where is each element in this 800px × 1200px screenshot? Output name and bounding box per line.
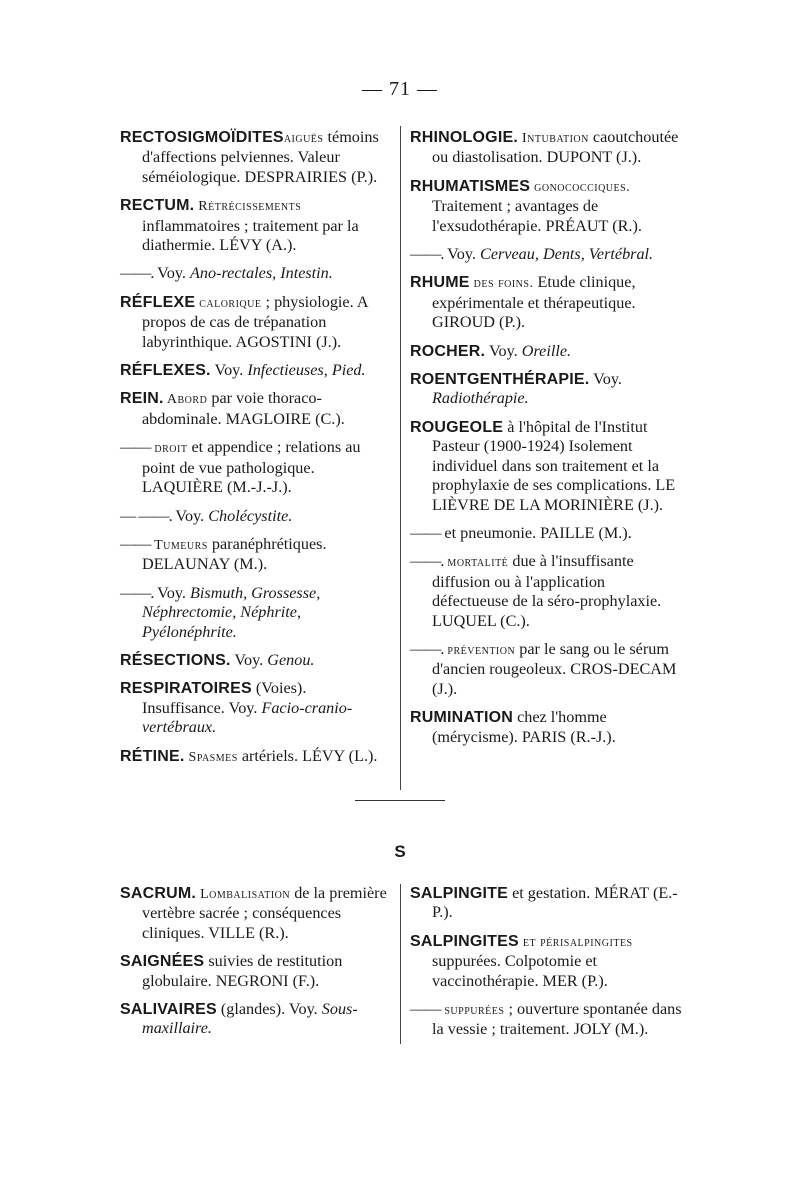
index-entry xyxy=(120,651,392,670)
entry-heading: ROUGEOLE xyxy=(410,418,504,436)
index-entry xyxy=(120,438,392,497)
entry-smallcaps: des foins. xyxy=(469,276,534,292)
index-entry xyxy=(120,361,392,380)
entry-text: Voy. xyxy=(589,370,622,389)
entry-text: témoins d'affections pelviennes. Valeur séméiologique. DESPRAIRIES (P.). xyxy=(142,128,379,186)
entry-text: inflammatoires ; traitement par la diathermie. LÉVY (A.). xyxy=(142,216,359,255)
entry-smallcaps: Abord xyxy=(163,392,208,408)
section-letter: S xyxy=(394,842,406,861)
entry-dash: ——. xyxy=(410,552,444,571)
index-entry xyxy=(120,584,392,642)
entry-heading: RECTOSIGMOÏDITES xyxy=(120,129,284,146)
entry-text: Voy. xyxy=(210,361,248,380)
entry-dash: ——. xyxy=(120,583,154,602)
section-rule xyxy=(355,800,445,801)
entry-dash: —— xyxy=(410,1000,441,1019)
index-entry xyxy=(410,245,682,264)
right-column-top xyxy=(410,128,682,756)
entry-text: Voy. xyxy=(171,506,209,525)
entry-heading: RHUME xyxy=(410,274,470,292)
index-entry xyxy=(410,128,682,168)
index-entry xyxy=(410,932,682,991)
entry-heading: RÉTINE. xyxy=(120,747,185,765)
index-entry xyxy=(410,552,682,631)
entry-reference: Genou. xyxy=(267,650,315,669)
entry-heading: RÉSECTIONS. xyxy=(120,651,231,669)
entry-dash: ——. xyxy=(410,639,444,658)
entry-text: à l'hôpital de l'Institut Pasteur (1900-1924) Isolement individuel dans son traitement et la prophylaxie de ses complications. LE LIÈVRE DE LA MORINIÈRE (J.). xyxy=(432,417,676,514)
entry-dash: ——. xyxy=(120,264,154,283)
index-entry xyxy=(410,1000,682,1040)
index-entry xyxy=(120,535,392,575)
entry-text: chez l'homme (mérycisme). PARIS (R.-J.). xyxy=(432,708,616,746)
entry-text: artériels. LÉVY (L.). xyxy=(237,746,378,765)
entry-dash: ——. xyxy=(410,245,444,264)
entry-smallcaps: aiguës xyxy=(283,131,324,146)
entry-text: paranéphrétiques. DELAUNAY (M.). xyxy=(142,534,327,574)
entry-smallcaps: Tumeurs xyxy=(150,537,208,553)
index-entry xyxy=(120,128,392,187)
entry-text: et appendice ; relations au point de vue pathologique. LAQUIÈRE (M.-J.-J.). xyxy=(142,438,361,497)
entry-text: de la première vertèbre sacrée ; conséquences cliniques. VILLE (R.). xyxy=(142,884,387,942)
index-entry xyxy=(410,177,682,236)
entry-text: due à l'insuffisante diffusion ou à l'application défectueuse de la séro-prophylaxie. LUQUEL (C.). xyxy=(432,552,662,630)
entry-heading: SALIVAIRES xyxy=(120,1001,217,1019)
entry-smallcaps: droit xyxy=(150,441,188,457)
entry-dash: — ——. xyxy=(120,506,172,525)
entry-text: Traitement ; avantages de l'exsudothérapie. PRÉAUT (R.). xyxy=(432,197,642,235)
left-column-top xyxy=(120,128,392,776)
index-entry xyxy=(120,196,392,255)
entry-heading: RECTUM. xyxy=(120,197,195,215)
entry-text: et pneumonie. PAILLE (M.). xyxy=(440,523,632,542)
entry-text: par le sang ou le sérum d'ancien rougeoleux. CROS-DECAM (J.). xyxy=(432,639,677,698)
index-entry xyxy=(120,884,392,943)
entry-dash: —— xyxy=(120,534,151,553)
entry-text: Etude clinique, expérimentale et thérapeutique. GIROUD (P.). xyxy=(432,273,636,332)
entry-smallcaps: Lombalisation xyxy=(196,887,291,902)
entry-heading: REIN. xyxy=(120,390,164,408)
page-number: — 71 — xyxy=(362,78,438,100)
entry-heading: RÉFLEXE xyxy=(120,293,196,311)
entry-heading: ROENTGENTHÉRAPIE. xyxy=(410,371,590,389)
index-entry xyxy=(410,370,682,409)
entry-smallcaps: Rétrécissements xyxy=(194,199,302,215)
entry-smallcaps: suppurées xyxy=(440,1003,505,1019)
entry-text: par voie thoraco-abdominale. MAGLOIRE (C.). xyxy=(142,389,345,428)
index-entry xyxy=(120,679,392,737)
entry-text: (glandes). Voy. xyxy=(216,1000,322,1019)
entry-smallcaps: calorique xyxy=(195,295,262,311)
entry-heading: SACRUM. xyxy=(120,885,197,902)
entry-smallcaps: mortalité xyxy=(443,555,509,571)
entry-dash: —— xyxy=(410,523,441,542)
entry-dash: —— xyxy=(120,438,151,457)
entry-heading: RHINOLOGIE. xyxy=(410,129,518,146)
index-entry xyxy=(120,952,392,991)
entry-text: ; physiologie. A propos de cas de trépanation labyrinthique. AGOSTINI (J.). xyxy=(142,292,368,351)
right-column-bottom xyxy=(410,884,682,1049)
column-divider-top xyxy=(400,126,401,790)
entry-text: Voy. xyxy=(230,650,268,669)
entry-text: caoutchoutée ou diastolisation. DUPONT (J.). xyxy=(432,128,679,167)
index-entry xyxy=(410,708,682,747)
entry-heading: SALPINGITE xyxy=(410,885,509,902)
entry-text: ; ouverture spontanée dans la vessie ; traitement. JOLY (M.). xyxy=(432,1000,682,1039)
entry-text: suivies de restitution globulaire. NEGRONI (F.). xyxy=(142,952,343,990)
entry-text: (Voies). Insuffisance. Voy. xyxy=(142,679,307,717)
entry-reference: Radiothérapie. xyxy=(432,389,529,408)
index-entry xyxy=(410,884,682,923)
entry-heading: RHUMATISMES xyxy=(410,177,531,195)
index-entry xyxy=(410,524,682,543)
index-entry xyxy=(410,273,682,332)
entry-text: suppurées. Colpotomie et vaccinothérapie. MER (P.). xyxy=(432,952,608,990)
index-entry xyxy=(120,293,392,352)
entry-text: Voy. xyxy=(153,264,191,283)
entry-text: Voy. xyxy=(443,245,481,264)
index-entry xyxy=(120,507,392,526)
entry-smallcaps: prévention xyxy=(443,642,516,658)
index-entry xyxy=(410,342,682,361)
index-entry xyxy=(410,640,682,699)
entry-smallcaps: Intubation xyxy=(517,131,589,146)
entry-heading: RESPIRATOIRES xyxy=(120,680,252,698)
entry-reference: Sous-maxillaire. xyxy=(142,1000,358,1038)
entry-reference: Facio-cranio-vertébraux. xyxy=(142,698,353,737)
entry-heading: SAIGNÉES xyxy=(120,953,205,971)
entry-reference: Cholécystite. xyxy=(208,506,293,525)
index-entry xyxy=(120,1000,392,1039)
column-divider-bottom xyxy=(400,884,401,1044)
entry-heading: ROCHER. xyxy=(410,342,486,360)
entry-heading: SALPINGITES xyxy=(410,932,519,950)
entry-heading: RÉFLEXES. xyxy=(120,362,211,380)
entry-text: et gestation. MÉRAT (E.-P.). xyxy=(432,884,678,922)
entry-reference: Infectieuses, Pied. xyxy=(247,361,366,380)
index-entry xyxy=(120,389,392,429)
entry-reference: Oreille. xyxy=(521,341,572,360)
left-column-bottom xyxy=(120,884,392,1048)
index-entry xyxy=(120,747,392,767)
entry-smallcaps: gonococciques. xyxy=(530,179,631,195)
index-entry xyxy=(120,264,392,283)
entry-text: Voy. xyxy=(153,583,191,602)
entry-smallcaps: et périsalpingites xyxy=(518,934,633,950)
entry-reference: Ano-rectales, Intestin. xyxy=(190,264,333,283)
entry-reference: Bismuth, Grossesse, Néphrectomie, Néphrite, Pyélonéphrite. xyxy=(142,583,321,641)
entry-text: Voy. xyxy=(485,341,522,360)
index-entry xyxy=(410,418,682,515)
entry-smallcaps: Spasmes xyxy=(184,749,238,765)
entry-reference: Cerveau, Dents, Vertébral. xyxy=(480,245,654,264)
entry-heading: RUMINATION xyxy=(410,709,514,727)
